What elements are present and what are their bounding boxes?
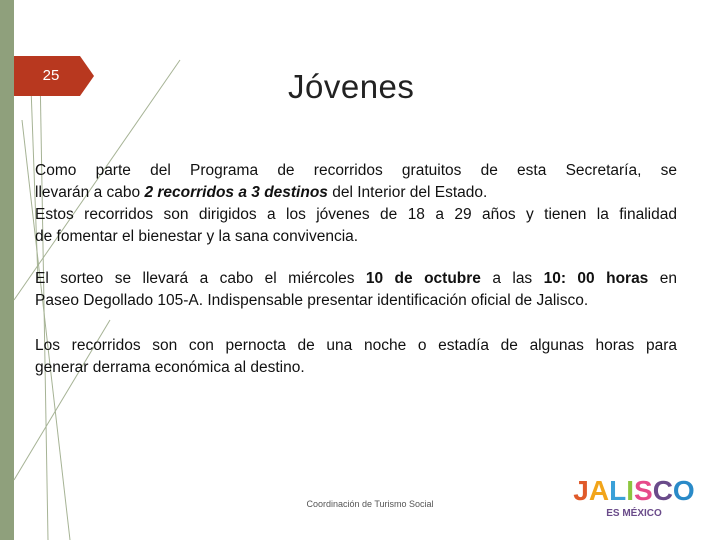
paragraph-1-line-4: de fomentar el bienestar y la sana convivencia. bbox=[35, 228, 359, 245]
logo-letter: A bbox=[588, 475, 610, 506]
text-run: en bbox=[648, 270, 677, 287]
logo-letter: O bbox=[672, 475, 695, 506]
logo-letter: C bbox=[652, 475, 673, 506]
paragraph-1-line-2 bbox=[35, 182, 677, 204]
slide-title: Jóvenes bbox=[288, 68, 415, 105]
logo-wordmark bbox=[570, 475, 698, 507]
jalisco-logo bbox=[570, 475, 698, 525]
emphasis-time: 10: 00 horas bbox=[543, 270, 649, 287]
paragraph-1-line-1: Como parte del Programa de recorridos gratuitos de esta Secretaría, se bbox=[35, 162, 677, 179]
text-run: llevarán a cabo bbox=[35, 184, 145, 201]
logo-subtitle: ES MÉXICO bbox=[606, 508, 662, 519]
paragraph-2-line-1 bbox=[35, 268, 677, 290]
emphasis-date: 10 de octubre bbox=[365, 270, 481, 287]
slide-number: 25 bbox=[42, 67, 60, 84]
emphasis-destinations: 2 recorridos a 3 destinos bbox=[144, 184, 328, 201]
logo-letter: I bbox=[626, 475, 634, 506]
logo-letter: S bbox=[634, 475, 653, 506]
paragraph-1 bbox=[35, 160, 677, 248]
paragraph-2-line-2: Paseo Degollado 105-A. Indispensable presentar identificación oficial de Jalisco. bbox=[35, 292, 589, 309]
paragraph-3-line-1: Los recorridos son con pernocta de una noche o estadía de algunas horas para bbox=[35, 337, 677, 354]
logo-letter: J bbox=[573, 475, 589, 506]
text-run: El sorteo se llevará a cabo el miércoles bbox=[35, 270, 366, 287]
paragraph-3 bbox=[35, 335, 677, 379]
paragraph-1-line-3: Estos recorridos son dirigidos a los jóvenes de 18 a 29 años y tienen la finalidad bbox=[35, 206, 677, 223]
text-run: del Interior del Estado. bbox=[327, 184, 488, 201]
text-run: a las bbox=[480, 270, 544, 287]
paragraph-3-line-2: generar derrama económica al destino. bbox=[35, 359, 305, 376]
footer-text: Coordinación de Turismo Social bbox=[306, 499, 434, 509]
logo-letter: L bbox=[609, 475, 627, 506]
slide-number-badge bbox=[14, 56, 94, 96]
paragraph-2 bbox=[35, 268, 677, 312]
